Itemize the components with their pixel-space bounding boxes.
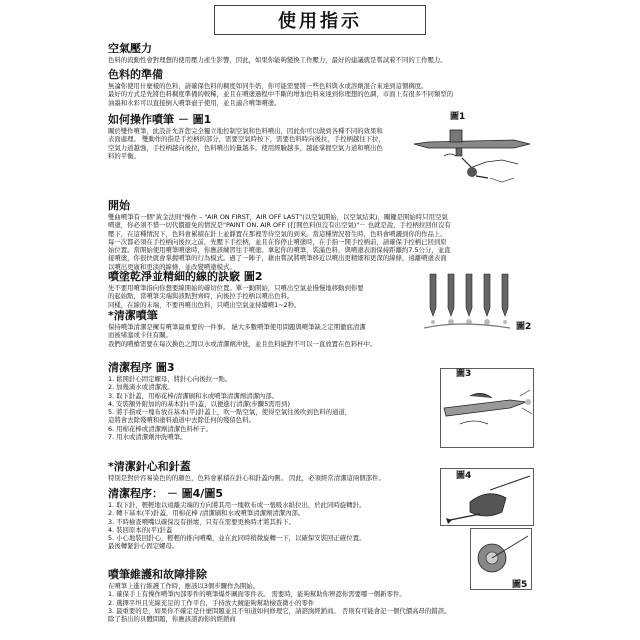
proc3-item: 2. 加幾滴水或清潔液。 [108,383,174,392]
clean-heading: *清潔噴筆 [108,309,158,322]
operate-line: 料的平衡。 [108,151,140,160]
proc3-item: 這將會去除殘噴和塗料通道中去除任何的殘留色料。 [108,416,255,425]
proc45-item: 5. 小心地裝回針心，輕輕的推向噴嘴，並在此同時稍微旋轉一下，以確保安裝回正確位置。 [108,534,366,543]
proc3-item: 5. 將手指或一塊布放在基本(平)針蓋上，吹一點空氣，使得空氣往後吹到色料的通道， [108,408,352,417]
section-fine-lines [108,270,418,309]
proc45-item: 1. 取下針，輕輕地以遠離尖端的方向將其用一塊軟布或一張吸水紙拉出，於此同時旋轉針。 [108,501,366,509]
section-air-pressure [108,42,530,64]
section-needle-cleaning [108,460,438,482]
clean-line: 保持噴筆清潔是擁有噴筆最重要的一件事。 絕大多數噴筆使用問題與噴筆缺乏定期徹底清潔 [108,323,366,331]
trouble-item: 除了指出的具體問題，你應該諮詢你的經銷商 [108,615,236,624]
proc45-item: 3. 不時檢查噴嘴以確保沒有損壞，只有在需要更換時才將其拆下。 [108,517,296,526]
section-paint-prep [108,68,530,107]
start-line: 雙曲噴筆有一個"黃金法則"操作 – "AIR ON FIRST，AIR OFF LAST"(以空氣開始，以空氣結束)，關鍵是開始時只用空氣 [108,213,448,221]
paint-line: 最好的方式是先將色料稠度準備的較稀，並且在噴塗過程中不斷的增加色料來達到你理想的色調，市面上有很多不同類型的 [108,90,454,99]
airbrush-figure-2 [420,272,530,334]
page-title: 使用指示 [278,11,362,32]
paint-line: 無論你使用什麼樣的色料，請確保色料的稠度如同牛奶，你可能需要將一些色料與水或溶劑混合來達到這個稠度。 [108,82,428,90]
start-line: 壓下，在這種情況下，色料會累積在針上並靜置在那裡等待空氣的到來。當這種情況發生時，色料會噴灑到你的作品上。 [108,229,447,238]
start-line: 每一次都必須在手控柄向後拉之前，先壓下手控柄，並且在你停止噴塗時，在手指一開手控柄前，請確保手控柄已回到原 [108,237,447,246]
airbrush-figure-1 [410,112,532,192]
needle-heading: *清潔針心和針蓋 [108,460,191,473]
operate-line: 空氣力道越強，手控柄越向後拉，色料噴出的量越多。使用經驗越多，越能掌握空氣力道和噴出色 [108,143,383,152]
operate-line: 表面處理。 雙動作的指是手控柄的部分，需要空氣時按下，需要色料時向後拉，手控柄越往下拉， [108,135,385,144]
start-line: 接噴塗，你很快就會掌握噴筆的行為模式。過了一陣子，藉由嘗試將噴筆移近以噴出更精細和更深的線條，遠離噴塗表面 [108,254,447,263]
start-line: 以噴出更廣和更淡的線條，並改變噴塗模式。 [108,262,236,271]
clean-line: 而被堵塞或卡住有關。 [108,331,172,340]
lines-heading: 噴塗乾淨並精細的線的訣竅 圖2 [108,270,263,283]
lines-line: 同樣，在線的末端，不要再噴出色料，只噴出空氣並持續噴1~2秒。 [108,300,301,309]
air-line: 色料的流動性會對理想的使用壓力產生影響，因此，如果你能夠變換工作壓力，最好的建議就是嘗試着不同的工作壓力。 [108,56,447,64]
proc45-heading: 清潔程序： － 圖4/圖5 [108,487,223,500]
start-line: 噴塗，你必須不惜一切代價避免的情況是"PAINT ON, AIR OFF (打開色料但沒有出空氣)"－ 也就是說，手控柄拉回但沒有 [108,221,451,230]
lines-line: 的起始點，當噴筆尖端與該點對齊時，向後拉手控柄以噴出色料。 [108,292,294,301]
section-cleaning [108,309,428,348]
start-line: 始位置。當開始使用噴筆噴塗時，你應該練習往手噴塗。拿起你的噴筆，裝滿色料，與噴塗表面保持距離約7.5公分，並直 [108,246,451,255]
proc3-item: 4. 安裝額外附加的的基本針(平)蓋，以便進行清潔(步驟5需用到) [108,399,290,408]
trouble-item: 3. 最重要的是，如果你不確定是什麼問題並且不知道如何修理它，請諮詢經銷商。 否則有可能會記一個代價高昂的錯誤。 [108,606,451,615]
proc45-item: 最後轉緊針心固定螺母。 [108,542,179,551]
trouble-heading: 噴筆維護和故障排除 [108,568,207,581]
section-troubleshooting [108,568,530,623]
proc3-item: 3. 取下針蓋，用棉花棒/清潔刷和水或噴筆清潔劑清潔內部。 [108,391,279,400]
section-procedure-45 [108,487,438,551]
clean-line: 我們的噴槍需要在每次換色之間以水或清潔劑沖洗，並且色料絕對不可以一直放置在色料杯中。 [108,339,377,348]
paint-line: 油墨和水彩可以直接倒入噴筆壺子使用，並且適合噴筆噴塗。 [108,98,281,107]
figure-2-label: 圖2 [516,322,532,332]
air-heading: 空氣壓力 [108,42,152,55]
operate-line: 關於雙作噴筆，此設計允許您完全獨立地控制空氣和色料噴出，因此你可以做到各種不同的效果和 [108,127,383,135]
proc45-item: 4. 裝回原本的(平)針蓋 [108,525,173,534]
proc45-item: 2. 轉下基本(平)針蓋，用棉花棒 /清潔刷和水或噴筆清潔劑清潔內部。 [108,509,305,518]
proc3-item: 1. 鬆開針心固定螺母，將針心向後拉一點。 [108,375,232,383]
trouble-item: 在噴筆上進行維護工作時，應該以3個步驟作為開始。 [108,582,260,590]
lines-line: 先不要用噴筆指向你想要線開始的確切位置。單一動開始，只噴出空氣並慢慢地移動到你要 [108,284,364,292]
figure-4-label: 圖4 [456,471,472,481]
proc3-item: 7. 用水或清潔劑沖洗噴筆。 [108,433,187,442]
paint-heading: 色料的準備 [108,68,163,81]
airbrush-figure-3 [440,368,534,448]
proc3-item: 6. 用棉花棒或清潔劑清潔色料杯子。 [108,424,212,433]
figure-3-label: 圖3 [456,369,472,379]
page-title-box [214,5,426,35]
trouble-item: 1. 確保手上有操作噴筆內部零件的噴筆爆炸圖面零件表。 需要時，能夠幫助你辨認你需要哪一個新零件。 [108,590,406,599]
needle-figure-4 [440,468,534,526]
operate-heading: 如何操作噴筆 － 圖1 [108,113,212,126]
needle-line: 特別是對於容易染色的的顏色，色料會累積在針心和針蓋內側。 因此，必須經常清潔這兩個部件。 [108,474,385,482]
figure-1-label: 圖1 [450,112,466,122]
section-start [108,199,530,271]
section-operate [108,113,408,160]
trouble-item: 2. 選擇平坦且光線充足的工作平台，手持放大鏡能夠幫助檢查微小的零件 [108,598,315,607]
proc3-heading: 清潔程序 圖3 [108,361,175,374]
start-heading: 開始 [108,199,130,212]
figure-5-label: 圖5 [512,580,528,590]
section-procedure-3 [108,361,438,441]
